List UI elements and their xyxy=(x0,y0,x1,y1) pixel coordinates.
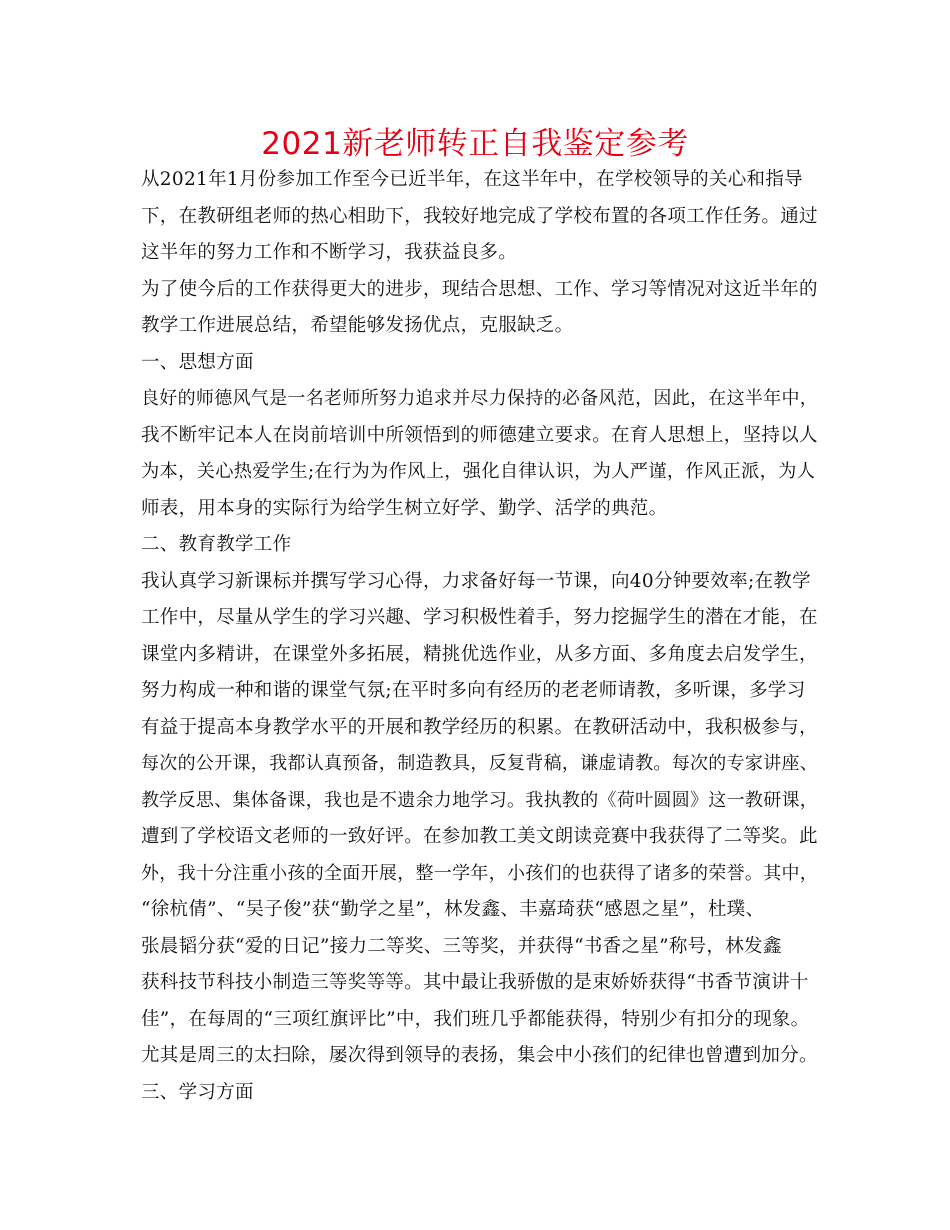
paragraph-line: 教学工作进展总结，希望能够发扬优点，克服缺乏。 xyxy=(141,315,574,336)
paragraph-line: 为了使今后的工作获得更大的进步，现结合思想、工作、学习等情况对这近半年的 xyxy=(141,278,818,300)
paragraph-line: 有益于提高本身教学水平的开展和教学经历的积累。在教研活动中，我积极参与， xyxy=(141,716,818,738)
paragraph-line: 佳”，在每周的“三项红旗评比”中，我们班几乎都能获得，特别少有扣分的现象。 xyxy=(141,1008,810,1030)
paragraph-line: 张晨韬分获“爱的日记”接力二等奖、三等奖，并获得“书香之星”称号，林发鑫 xyxy=(141,935,782,957)
paragraph-line: 尤其是周三的太扫除，屡次得到领导的表扬，集会中小孩们的纪律也曾遭到加分。 xyxy=(141,1045,818,1066)
paragraph-line: 下，在教研组老师的热心相助下，我较好地完成了学校布置的各项工作任务。通过 xyxy=(141,205,818,227)
paragraph-line: 从2021年1月份参加工作至今已近半年，在这半年中，在学校领导的关心和指导 xyxy=(141,169,803,190)
paragraph-line: 教学反思、集体备课，我也是不遗余力地学习。我执教的《荷叶圆圆》这一教研课， xyxy=(141,789,819,811)
section-heading: 三、学习方面 xyxy=(141,1081,254,1103)
paragraph-line: 这半年的努力工作和不断学习，我获益良多。 xyxy=(141,242,518,263)
paragraph-line: 师表，用本身的实际行为给学生树立好学、勤学、活学的典范。 xyxy=(141,497,668,519)
paragraph-line: 努力构成一种和谐的课堂气氛;在平时多向有经历的老老师请教，多听课，多学习 xyxy=(141,680,806,701)
paragraph-line: 每次的公开课，我都认真预备，制造教具，反复背稿，谦虚请教。每次的专家讲座、 xyxy=(141,753,819,774)
paragraph-line: “徐杭倩”、“吴子俊”获“勤学之星”，林发鑫、丰嘉琦获“感恩之星”，杜璞、 xyxy=(141,899,765,920)
paragraph-line: 我认真学习新课标并撰写学习心得，力求备好每一节课，向40分钟要效率;在教学 xyxy=(141,570,811,592)
paragraph-line: 良好的师德风气是一名老师所努力追求并尽力保持的必备风范，因此，在这半年中， xyxy=(141,388,819,409)
section-heading: 二、教育教学工作 xyxy=(141,534,292,555)
paragraph-line: 获科技节科技小制造三等奖等等。其中最让我骄傲的是束娇娇获得“书香节演讲十 xyxy=(141,972,809,993)
document-body xyxy=(141,162,821,1111)
paragraph-line: 外，我十分注重小孩的全面开展，整一学年，小孩们的也获得了诸多的荣誉。其中， xyxy=(141,862,819,884)
paragraph-line: 遭到了学校语文老师的一致好评。在参加教工美文朗读竞赛中我获得了二等奖。此 xyxy=(141,826,818,847)
paragraph-line: 我不断牢记本人在岗前培训中所领悟到的师德建立要求。在育人思想上，坚持以人 xyxy=(141,424,818,446)
document-title: 2021新老师转正自我鉴定参考 xyxy=(261,126,689,162)
paragraph-line: 为本，关心热爱学生;在行为为作风上，强化自律认识，为人严谨，作风正派，为人 xyxy=(141,461,816,482)
paragraph-line: 课堂内多精讲，在课堂外多拓展，精挑优选作业，从多方面、多角度去启发学生， xyxy=(141,643,818,665)
paragraph-line: 工作中，尽量从学生的学习兴趣、学习积极性着手，努力挖掘学生的潜在才能，在 xyxy=(141,607,818,628)
section-heading: 一、思想方面 xyxy=(141,351,254,373)
